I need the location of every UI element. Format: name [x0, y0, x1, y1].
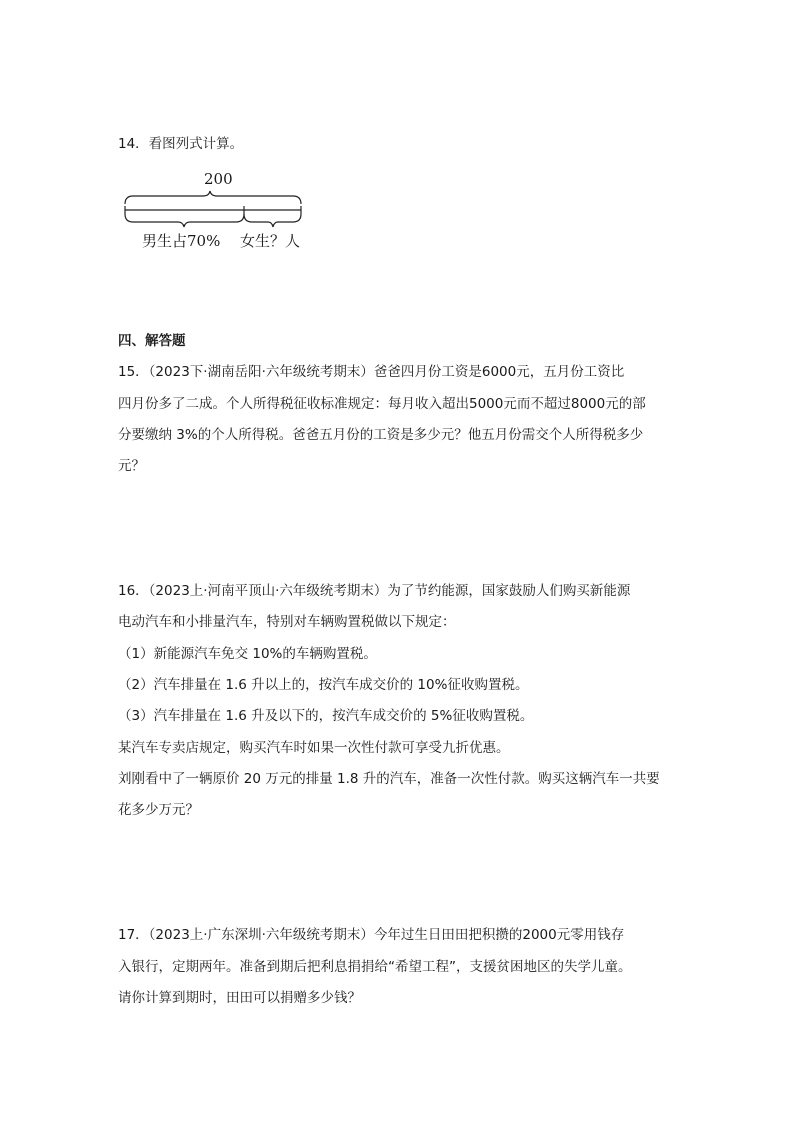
girls-brace — [244, 214, 301, 227]
question-16-line: 花多少万元？ — [118, 802, 199, 818]
question-16-line: 某汽车专卖店规定，购买汽车时如果一次性付款可享受九折优惠。 — [118, 740, 510, 756]
boys-label: 男生占70% — [142, 232, 221, 250]
question-15-line: 四月份多了二成。个人所得税征收标准规定：每月收入超出5000元而不超过8000元的部 — [118, 396, 646, 412]
section-4-heading: 四、解答题 — [118, 333, 186, 349]
question-16-rule-3: （3）汽车排量在 1.6 升及以下的，按汽车成交价的 5%征收购置税。 — [118, 708, 534, 724]
boys-brace — [125, 214, 244, 227]
question-16-line: 刘刚看中了一辆原价 20 万元的排量 1.8 升的汽车，准备一次性付款。购买这辆汽车一共要 — [118, 771, 660, 787]
segment-diagram — [118, 166, 318, 256]
question-17-line: 请你计算到期时，田田可以捐赠多少钱？ — [118, 990, 361, 1006]
girls-label: 女生？人 — [240, 232, 301, 250]
total-label: 200 — [204, 170, 233, 188]
question-15-line: 15．（2023下·湖南岳阳·六年级统考期末）爸爸四月份工资是6000元，五月份工资比 — [118, 364, 625, 380]
question-17-line: 17．（2023上·广东深圳·六年级统考期末）今年过生日田田把积攒的2000元零用钱存 — [118, 927, 625, 943]
question-16-line: 16．（2023上·河南平顶山·六年级统考期末）为了节约能源，国家鼓励人们购买新能源 — [118, 583, 631, 599]
question-15-line: 元？ — [118, 458, 145, 474]
question-16-rule-1: （1）新能源汽车免交 10%的车辆购置税。 — [118, 646, 377, 662]
question-15-line: 分要缴纳 3%的个人所得税。爸爸五月份的工资是多少元？他五月份需交个人所得税多少 — [118, 427, 644, 443]
question-16-rule-2: （2）汽车排量在 1.6 升以上的，按汽车成交价的 10%征收购置税。 — [118, 677, 529, 693]
question-16-line: 电动汽车和小排量汽车，特别对车辆购置税做以下规定： — [118, 614, 456, 630]
question-14-title: 14．看图列式计算。 — [118, 136, 244, 152]
question-17-line: 入银行，定期两年。准备到期后把利息捐捐给“希望工程”，支援贫困地区的失学儿童。 — [118, 959, 632, 975]
top-brace — [125, 191, 301, 204]
